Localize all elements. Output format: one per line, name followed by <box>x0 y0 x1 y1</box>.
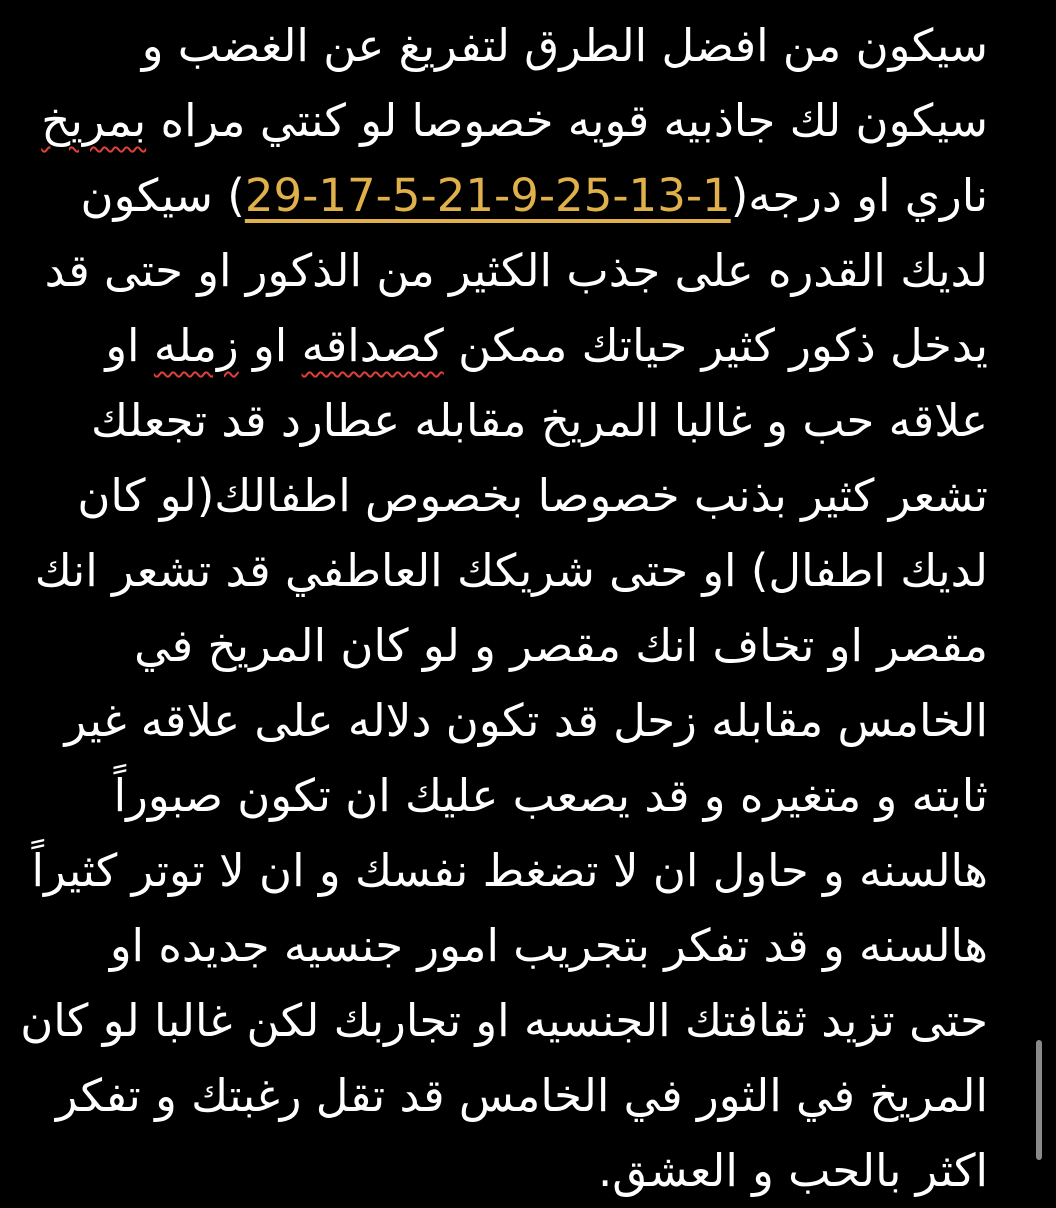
vertical-scrollbar[interactable] <box>1036 1040 1042 1160</box>
misspelled-word[interactable]: زمله <box>153 319 239 372</box>
text-line-5: يدخل ذكور كثير حياتك ممكن كصداقه او زمله او <box>105 319 988 372</box>
note-text-area[interactable] <box>20 8 988 1208</box>
text-line-7: تشعر كثير بذنب خصوصا بخصوص اطفالك(لو كان <box>77 469 988 522</box>
text-line-9: مقصر او تخاف انك مقصر و لو كان المريخ في <box>134 619 988 672</box>
text-line-11: ثابته و متغيره و قد يصعب عليك ان تكون صبوراً <box>113 769 988 822</box>
text-line-6: علاقه حب و غالبا المريخ مقابله عطارد قد تجعلك <box>91 394 988 447</box>
text-line-15: المريخ في الثور في الخامس قد تقل رغبتك و تفكر <box>55 1069 988 1122</box>
text-line-4: لديك القدره على جذب الكثير من الذكور او حتى قد <box>44 244 988 297</box>
text-line-14: حتى تزيد ثقافتك الجنسيه او تجاربك لكن غالبا لو كان <box>20 994 988 1047</box>
text-line-2: سيكون لك جاذبيه قويه خصوصا لو كنتي مراه بمريخ <box>41 94 988 147</box>
misspelled-word[interactable]: بمريخ <box>41 94 147 147</box>
text-line-16: اكثر بالحب و العشق. <box>597 1144 988 1197</box>
text-line-10: الخامس مقابله زحل قد تكون دلاله على علاقه غير <box>64 694 988 747</box>
text-line-3: ناري او درجه(29-17-5-21-9-25-13-1) سيكون <box>80 169 988 222</box>
text-line-12: هالسنه و حاول ان لا تضغط نفسك و ان لا توتر كثيراً <box>31 844 988 897</box>
text-line-13: هالسنه و قد تفكر بتجريب امور جنسيه جديده او <box>109 919 988 972</box>
text-line-8: لديك اطفال) او حتى شريكك العاطفي قد تشعر انك <box>34 544 988 597</box>
phone-number-link[interactable]: 29-17-5-21-9-25-13-1 <box>244 169 731 222</box>
misspelled-word[interactable]: كصداقه <box>301 319 444 372</box>
text-line-1: سيكون من افضل الطرق لتفريغ عن الغضب و <box>141 19 988 72</box>
